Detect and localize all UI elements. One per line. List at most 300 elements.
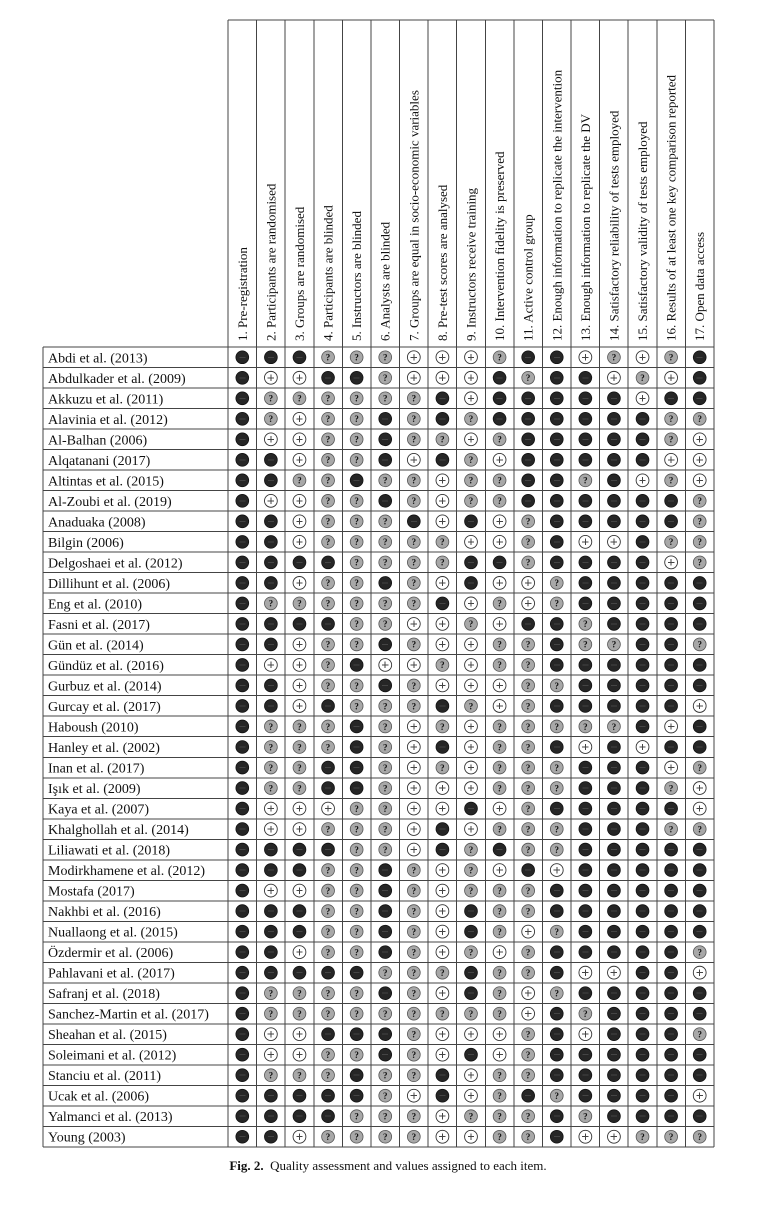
minus-icon [693,371,706,384]
question-icon-glyph: ? [325,537,331,548]
question-icon [465,1007,478,1020]
minus-icon [579,925,592,938]
table-row [48,576,706,591]
minus-icon [493,392,506,405]
minus-icon [579,823,592,836]
study-name: Bilgin (2006) [48,535,124,551]
question-icon [379,474,392,487]
minus-icon [465,1048,478,1061]
minus-icon [608,474,621,487]
question-icon-glyph: ? [697,496,702,507]
minus-icon [579,433,592,446]
question-icon-glyph: ? [382,762,388,773]
minus-icon [550,884,563,897]
minus-icon [322,371,335,384]
question-icon [550,576,563,589]
question-icon [493,966,506,979]
table-row [48,1089,706,1104]
question-icon-glyph: ? [325,598,331,609]
minus-icon [608,884,621,897]
question-icon [293,597,306,610]
minus-icon [322,1028,335,1041]
plus-icon [436,987,449,1000]
minus-icon [379,1028,392,1041]
question-icon-glyph: ? [354,988,359,999]
minus-icon [550,494,563,507]
plus-icon [693,802,706,815]
minus-icon [522,1089,535,1102]
plus-icon [465,371,478,384]
plus-icon [407,741,420,754]
minus-icon [522,474,535,487]
minus-icon [550,412,563,425]
question-icon-glyph: ? [268,762,274,773]
minus-icon [522,494,535,507]
minus-icon [379,412,392,425]
minus-icon [579,597,592,610]
column-header: 10. Intervention fidelity is preserved [492,151,508,341]
plus-icon [407,802,420,815]
minus-icon [608,679,621,692]
question-icon-glyph: ? [525,680,531,691]
minus-icon [379,638,392,651]
plus-icon [465,782,478,795]
question-icon-glyph: ? [411,639,417,650]
minus-icon [665,884,678,897]
question-icon-glyph: ? [411,598,417,609]
column-header: 14. Satisfactory reliability of tests employed [606,110,622,341]
plus-icon [465,1130,478,1143]
minus-icon [636,946,649,959]
minus-icon [550,946,563,959]
question-icon-glyph: ? [554,578,560,589]
question-icon [407,392,420,405]
plus-icon [436,371,449,384]
question-icon [522,515,535,528]
minus-icon [264,515,277,528]
study-name: Fasni et al. (2017) [48,617,150,633]
question-icon-glyph: ? [668,475,674,486]
minus-icon [236,556,249,569]
question-icon [264,1007,277,1020]
question-icon-glyph: ? [382,516,388,527]
question-icon-glyph: ? [382,721,388,732]
minus-icon [236,741,249,754]
question-icon [350,946,363,959]
question-icon [350,535,363,548]
plus-icon [493,576,506,589]
minus-icon [436,1069,449,1082]
minus-icon [579,576,592,589]
minus-icon [665,946,678,959]
question-icon [350,412,363,425]
question-icon-glyph: ? [411,926,417,937]
minus-icon [522,351,535,364]
question-icon [636,1130,649,1143]
plus-icon [579,966,592,979]
minus-icon [550,515,563,528]
question-icon [407,966,420,979]
minus-icon [636,597,649,610]
question-icon [522,659,535,672]
minus-icon [236,1028,249,1041]
minus-icon [636,638,649,651]
question-icon-glyph: ? [268,414,274,425]
question-icon-glyph: ? [382,783,388,794]
question-icon-glyph: ? [268,988,274,999]
plus-icon [522,987,535,1000]
question-icon [579,618,592,631]
question-icon-glyph: ? [525,783,531,794]
minus-icon [636,1048,649,1061]
minus-icon [636,1089,649,1102]
question-icon [493,474,506,487]
question-icon [350,618,363,631]
minus-icon [693,905,706,918]
minus-icon [693,741,706,754]
question-icon-glyph: ? [325,496,331,507]
question-icon [379,823,392,836]
minus-icon [436,453,449,466]
table-row [48,1110,706,1125]
minus-icon [665,700,678,713]
plus-icon [465,638,478,651]
question-icon-glyph: ? [354,516,359,527]
minus-icon [579,1048,592,1061]
plus-icon [665,371,678,384]
question-icon [493,823,506,836]
question-icon-glyph: ? [382,373,388,384]
question-icon [522,802,535,815]
minus-icon [436,700,449,713]
table-row [48,1130,706,1145]
question-icon-glyph: ? [382,824,388,835]
minus-icon [264,351,277,364]
minus-icon [550,638,563,651]
question-icon-glyph: ? [554,762,560,773]
question-icon-glyph: ? [554,926,560,937]
question-icon [350,1048,363,1061]
table-row [48,659,706,674]
question-icon-glyph: ? [525,537,531,548]
plus-icon [264,802,277,815]
minus-icon [379,576,392,589]
minus-icon [436,1089,449,1102]
question-icon-glyph: ? [497,906,502,917]
minus-icon [350,371,363,384]
table-row [48,741,706,756]
question-icon [350,1130,363,1143]
minus-icon [636,576,649,589]
question-icon [379,618,392,631]
minus-icon [608,412,621,425]
question-icon [379,761,392,774]
question-icon [550,823,563,836]
plus-icon [693,453,706,466]
question-icon-glyph: ? [325,926,331,937]
column-header: 6. Analysts are blinded [377,221,393,341]
minus-icon [608,1089,621,1102]
question-icon [264,720,277,733]
question-icon-glyph: ? [354,1049,359,1060]
question-icon-glyph: ? [554,988,560,999]
question-icon-glyph: ? [354,598,359,609]
column-header: 8. Pre-test scores are analysed [434,184,450,341]
plus-icon [293,1130,306,1143]
study-name: Nakhbi et al. (2016) [48,905,161,921]
question-icon [493,905,506,918]
plus-icon [493,618,506,631]
plus-icon [407,720,420,733]
question-icon-glyph: ? [697,516,702,527]
minus-icon [493,556,506,569]
minus-icon [608,1069,621,1082]
question-icon-glyph: ? [354,537,359,548]
question-icon [550,679,563,692]
column-header: 16. Results of at least one key comparison reported [663,74,679,341]
question-icon-glyph: ? [525,516,531,527]
question-icon-glyph: ? [382,1070,388,1081]
question-icon [264,597,277,610]
question-icon-glyph: ? [497,926,502,937]
question-icon-glyph: ? [497,1111,502,1122]
question-icon [693,946,706,959]
plus-icon [293,453,306,466]
question-icon [522,1110,535,1123]
minus-icon [608,494,621,507]
plus-icon [493,535,506,548]
question-icon-glyph: ? [382,742,388,753]
question-icon-glyph: ? [697,557,702,568]
study-name: Stanciu et al. (2011) [48,1069,162,1085]
question-icon [493,597,506,610]
question-icon [407,700,420,713]
question-icon [379,700,392,713]
minus-icon [236,966,249,979]
question-icon-glyph: ? [468,1111,474,1122]
study-name: Young (2003) [48,1130,126,1146]
plus-icon [436,1028,449,1041]
minus-icon [636,700,649,713]
question-icon-glyph: ? [497,496,502,507]
plus-icon [293,515,306,528]
plus-icon [407,453,420,466]
minus-icon [665,494,678,507]
study-name: Gün et al. (2014) [48,638,144,654]
question-icon [465,494,478,507]
table-row [48,987,706,1002]
question-icon [407,474,420,487]
minus-icon [550,905,563,918]
question-icon [322,515,335,528]
question-icon [493,782,506,795]
question-icon [522,700,535,713]
plus-icon [522,1007,535,1020]
question-icon-glyph: ? [611,352,617,363]
question-icon [522,556,535,569]
plus-icon [465,720,478,733]
table-row [48,433,706,448]
question-icon [407,1110,420,1123]
question-icon [493,720,506,733]
plus-icon [693,966,706,979]
plus-icon [293,433,306,446]
question-icon [465,843,478,856]
question-icon-glyph: ? [325,414,331,425]
minus-icon [608,823,621,836]
question-icon [293,987,306,1000]
question-icon-glyph: ? [268,1070,274,1081]
minus-icon [693,1048,706,1061]
question-icon-glyph: ? [468,1008,474,1019]
question-icon-glyph: ? [468,475,474,486]
question-icon-glyph: ? [325,1132,331,1143]
question-icon [322,679,335,692]
question-icon [407,597,420,610]
minus-icon [693,392,706,405]
minus-icon [550,1110,563,1123]
question-icon-glyph: ? [297,762,302,773]
question-icon-glyph: ? [325,455,331,466]
minus-icon [293,1110,306,1123]
question-icon-glyph: ? [325,660,331,671]
plus-icon [436,474,449,487]
question-icon [550,987,563,1000]
minus-icon [550,802,563,815]
minus-icon [608,987,621,1000]
question-icon-glyph: ? [611,639,617,650]
question-icon-glyph: ? [354,701,359,712]
question-icon [350,1110,363,1123]
plus-icon [407,659,420,672]
minus-icon [636,905,649,918]
question-icon-glyph: ? [611,721,617,732]
plus-icon [264,823,277,836]
minus-icon [608,515,621,528]
minus-icon [550,474,563,487]
column-header: 13. Enough information to replicate the DV [577,113,593,341]
question-icon-glyph: ? [297,1008,302,1019]
minus-icon [665,925,678,938]
question-icon-glyph: ? [525,1049,531,1060]
question-icon [379,597,392,610]
minus-icon [636,556,649,569]
plus-icon [379,659,392,672]
plus-icon [436,925,449,938]
minus-icon [579,371,592,384]
minus-icon [236,638,249,651]
minus-icon [236,1110,249,1123]
table-row [48,1007,706,1022]
question-icon [407,433,420,446]
minus-icon [550,535,563,548]
minus-icon [236,392,249,405]
minus-icon [693,1007,706,1020]
minus-icon [436,823,449,836]
plus-icon [264,884,277,897]
minus-icon [236,823,249,836]
column-header: 12. Enough information to replicate the intervention [549,69,565,341]
minus-icon [579,679,592,692]
minus-icon [693,576,706,589]
minus-icon [493,371,506,384]
minus-icon [436,412,449,425]
question-icon [465,474,478,487]
minus-icon [608,597,621,610]
question-icon [350,843,363,856]
minus-icon [550,392,563,405]
plus-icon [493,515,506,528]
question-icon-glyph: ? [468,844,474,855]
table-row [48,925,706,940]
plus-icon [579,351,592,364]
question-icon [379,1007,392,1020]
minus-icon [636,761,649,774]
minus-icon [608,453,621,466]
question-icon-glyph: ? [411,1070,417,1081]
table-row [48,884,706,899]
question-icon [350,884,363,897]
question-icon-glyph: ? [325,680,331,691]
question-icon-glyph: ? [668,783,674,794]
minus-icon [665,802,678,815]
plus-icon [436,618,449,631]
question-icon [436,556,449,569]
plus-icon [550,864,563,877]
question-icon [550,720,563,733]
plus-icon [465,1028,478,1041]
question-icon-glyph: ? [325,1049,331,1060]
minus-icon [293,556,306,569]
minus-icon [264,453,277,466]
question-icon [264,741,277,754]
question-icon-glyph: ? [268,783,274,794]
minus-icon [665,576,678,589]
minus-icon [693,884,706,897]
question-icon-glyph: ? [325,824,331,835]
question-icon-glyph: ? [497,762,502,773]
minus-icon [550,1048,563,1061]
question-icon-glyph: ? [497,1070,502,1081]
question-icon-glyph: ? [497,1091,502,1102]
question-icon [579,638,592,651]
minus-icon [693,987,706,1000]
question-icon [693,761,706,774]
minus-icon [465,987,478,1000]
question-icon-glyph: ? [640,1132,645,1143]
study-name: Abdi et al. (2013) [48,351,148,367]
minus-icon [579,987,592,1000]
question-icon-glyph: ? [411,1049,417,1060]
plus-icon [465,1069,478,1082]
minus-icon [293,843,306,856]
question-icon-glyph: ? [325,1008,331,1019]
question-icon [322,987,335,1000]
minus-icon [636,802,649,815]
question-icon-glyph: ? [411,967,417,978]
question-icon [350,515,363,528]
minus-icon [236,782,249,795]
minus-icon [350,1028,363,1041]
table-row [48,453,706,468]
question-icon [550,782,563,795]
question-icon [379,1110,392,1123]
minus-icon [636,412,649,425]
question-icon [379,843,392,856]
plus-icon [436,1048,449,1061]
plus-icon [436,494,449,507]
question-icon [407,412,420,425]
